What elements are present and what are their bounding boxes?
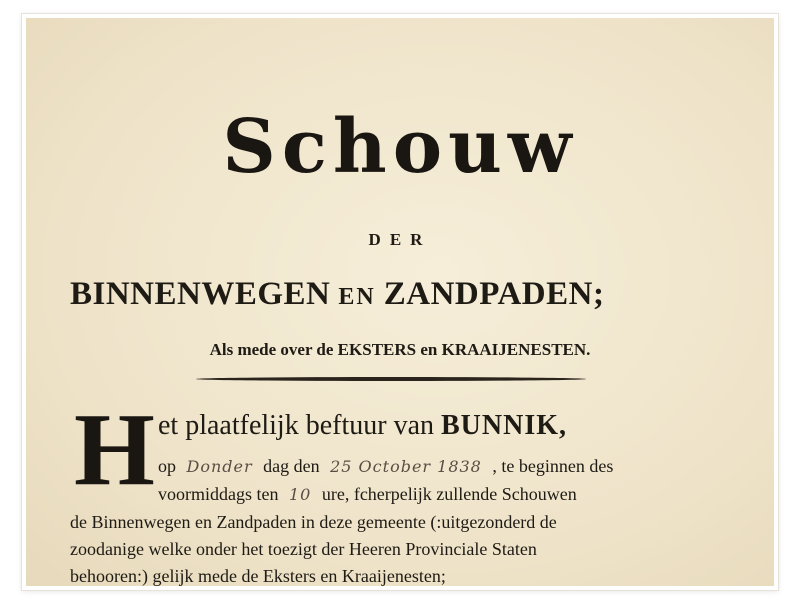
handwritten-day: Donder	[186, 457, 253, 476]
line3-a: voormiddags ten	[158, 484, 279, 504]
place-name: BUNNIK,	[441, 410, 568, 441]
line2-b: dag den	[263, 456, 320, 476]
body-line-1	[158, 410, 567, 442]
body-line-4: de Binnenwegen en Zandpaden in deze gemeente (:uitgezonderd de	[70, 512, 557, 532]
body-line-3	[158, 484, 577, 505]
poster-paper	[26, 18, 774, 586]
poster-der: DER	[368, 230, 432, 249]
body-line-2	[158, 456, 613, 477]
roads-en: EN	[338, 284, 376, 310]
handwritten-date: 25 October 1838	[330, 457, 482, 476]
body-line-6: behooren:) gelijk mede de Eksters en Kraaijenesten;	[70, 566, 446, 586]
line3-b: ure, fcherpelijk zullende Schouwen	[321, 484, 577, 504]
body-line-5: zoodanige welke onder het toezigt der Heeren Provinciale Staten	[70, 539, 537, 559]
line2-c: , te beginnen des	[492, 456, 614, 476]
roads-part2: ZANDPADEN;	[383, 276, 605, 312]
line2-a: op	[158, 456, 176, 476]
roads-part1: BINNENWEGEN	[70, 276, 331, 312]
line1-text: et plaatfelijk beftuur van	[158, 410, 434, 441]
handwritten-hour: 10	[288, 485, 312, 504]
decorative-rule	[196, 377, 586, 381]
drop-cap: H	[74, 392, 155, 507]
poster-roads-heading	[70, 276, 770, 313]
poster-subtitle: Als mede over de EKSTERS en KRAAIJENESTEN.	[209, 340, 591, 359]
poster-title: Schouw	[222, 104, 578, 190]
